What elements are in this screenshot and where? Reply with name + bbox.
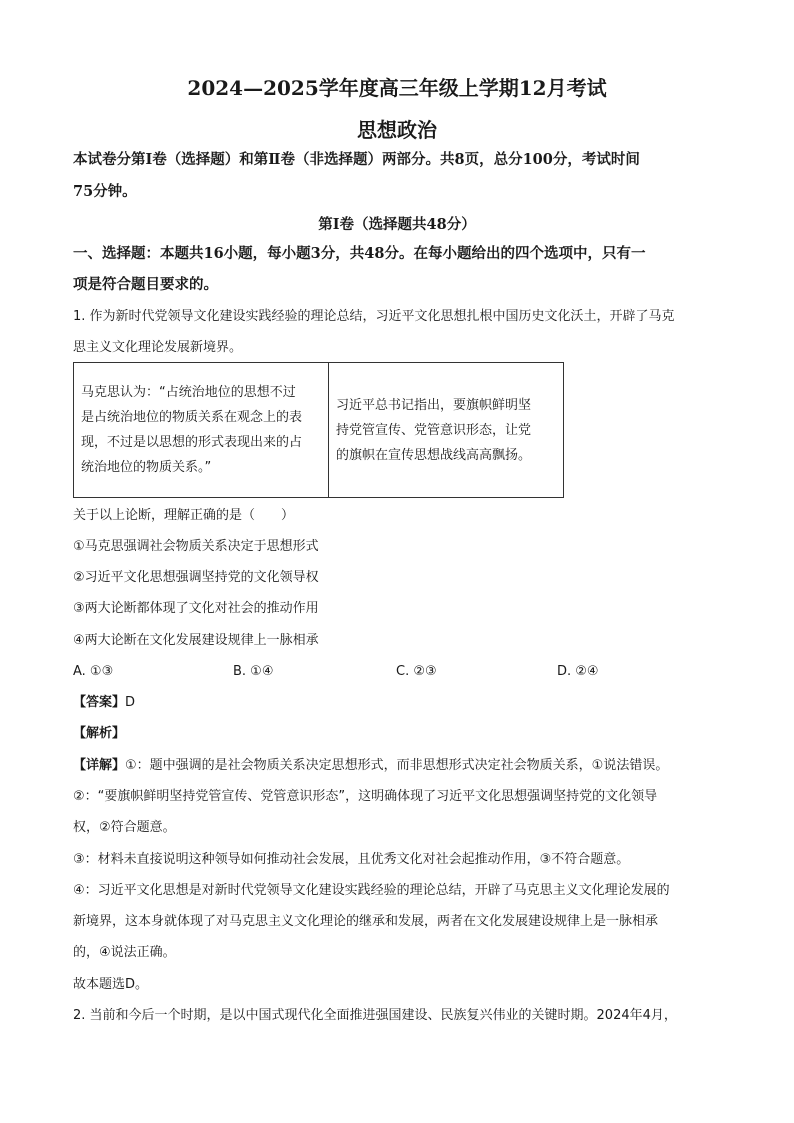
marx-quote-cell	[74, 363, 329, 498]
statement-3: ③两大论断都体现了文化对社会的推动作用	[73, 601, 319, 616]
explanation-line-6: 新境界，这本身就体现了对马克思主义文化理论的继承和发展，两者在文化发展建设规律上是一脉相承	[73, 914, 659, 929]
option-c: C. ②③	[396, 664, 437, 679]
option-d: D. ②④	[557, 664, 599, 679]
statement-1: ①马克思强调社会物质关系决定于思想形式	[73, 539, 319, 554]
option-b: B. ①④	[233, 664, 274, 679]
part1-title: 第Ⅰ卷（选择题共48分）	[318, 216, 476, 233]
answer-label: 【答案】	[73, 695, 126, 710]
intro-line-2: 75分钟。	[73, 183, 137, 200]
answer-value: D	[125, 695, 136, 710]
option-a: A. ①③	[73, 664, 114, 679]
xi-quote-line: 习近平总书记指出，要旗帜鲜明坚	[336, 397, 532, 413]
xi-quote-line: 的旗帜在宣传思想战线高高飘扬。	[336, 447, 532, 463]
xi-quote-line: 持党管宣传、党管意识形态，让党	[336, 422, 532, 438]
explanation-line-8: 故本题选D。	[73, 977, 149, 992]
exam-title: 2024—2025学年度高三年级上学期12月考试	[187, 76, 607, 100]
statement-4: ④两大论断在文化发展建设规律上一脉相承	[73, 633, 319, 648]
q2-stem-line-1: 2. 当前和今后一个时期，是以中国式现代化全面推进强国建设、民族复兴伟业的关键时期。2024年4月，	[73, 1008, 677, 1023]
detail-label: 【详解】	[73, 758, 126, 773]
quote-table	[73, 362, 564, 498]
explanation-line-1	[73, 757, 668, 775]
explanation-line-2: ②：“要旗帜鲜明坚持党管宣传、党管意识形态”，这明确体现了习近平文化思想强调坚持党的文化领导	[73, 789, 658, 804]
marx-quote-line: 统治地位的物质关系。”	[81, 460, 212, 475]
analysis-line	[73, 725, 125, 743]
statement-2: ②习近平文化思想强调坚持党的文化领导权	[73, 570, 319, 585]
marx-quote-line: 是占统治地位的物质关系在观念上的表	[81, 410, 303, 425]
analysis-label: 【解析】	[73, 726, 126, 741]
section-heading-line-2: 项是符合题目要求的。	[73, 276, 218, 293]
intro-line-1: 本试卷分第Ⅰ卷（选择题）和第Ⅱ卷（非选择题）两部分。共8页，总分100分，考试时间	[73, 151, 640, 168]
explanation-line-3: 权，②符合题意。	[73, 820, 176, 835]
explanation-text: ①：题中强调的是社会物质关系决定思想形式，而非思想形式决定社会物质关系，①说法错误。	[125, 758, 669, 773]
xi-quote-cell	[329, 363, 564, 498]
section-heading-line-1: 一、选择题：本题共16小题，每小题3分，共48分。在每小题给出的四个选项中，只有一	[73, 245, 646, 262]
subject-title: 思想政治	[357, 118, 437, 142]
marx-quote-line: 现，不过是以思想的形式表现出来的占	[81, 435, 303, 450]
marx-quote-line: 马克思认为：“占统治地位的思想不过	[81, 385, 296, 400]
explanation-line-7: 的，④说法正确。	[73, 945, 176, 960]
q1-stem-line-2: 思主义文化理论发展新境界。	[73, 340, 243, 355]
explanation-line-5: ④：习近平文化思想是对新时代党领导文化建设实践经验的理论总结，开辟了马克思主义文化理论发展的	[73, 883, 670, 898]
q1-prompt: 关于以上论断，理解正确的是（ ）	[73, 508, 295, 523]
explanation-line-4: ③：材料未直接说明这种领导如何推动社会发展，且优秀文化对社会起推动作用，③不符合题意。	[73, 852, 630, 867]
q1-stem-line-1: 1. 作为新时代党领导文化建设实践经验的理论总结，习近平文化思想扎根中国历史文化沃土，开辟了马克	[73, 309, 675, 324]
answer-line	[73, 694, 135, 712]
